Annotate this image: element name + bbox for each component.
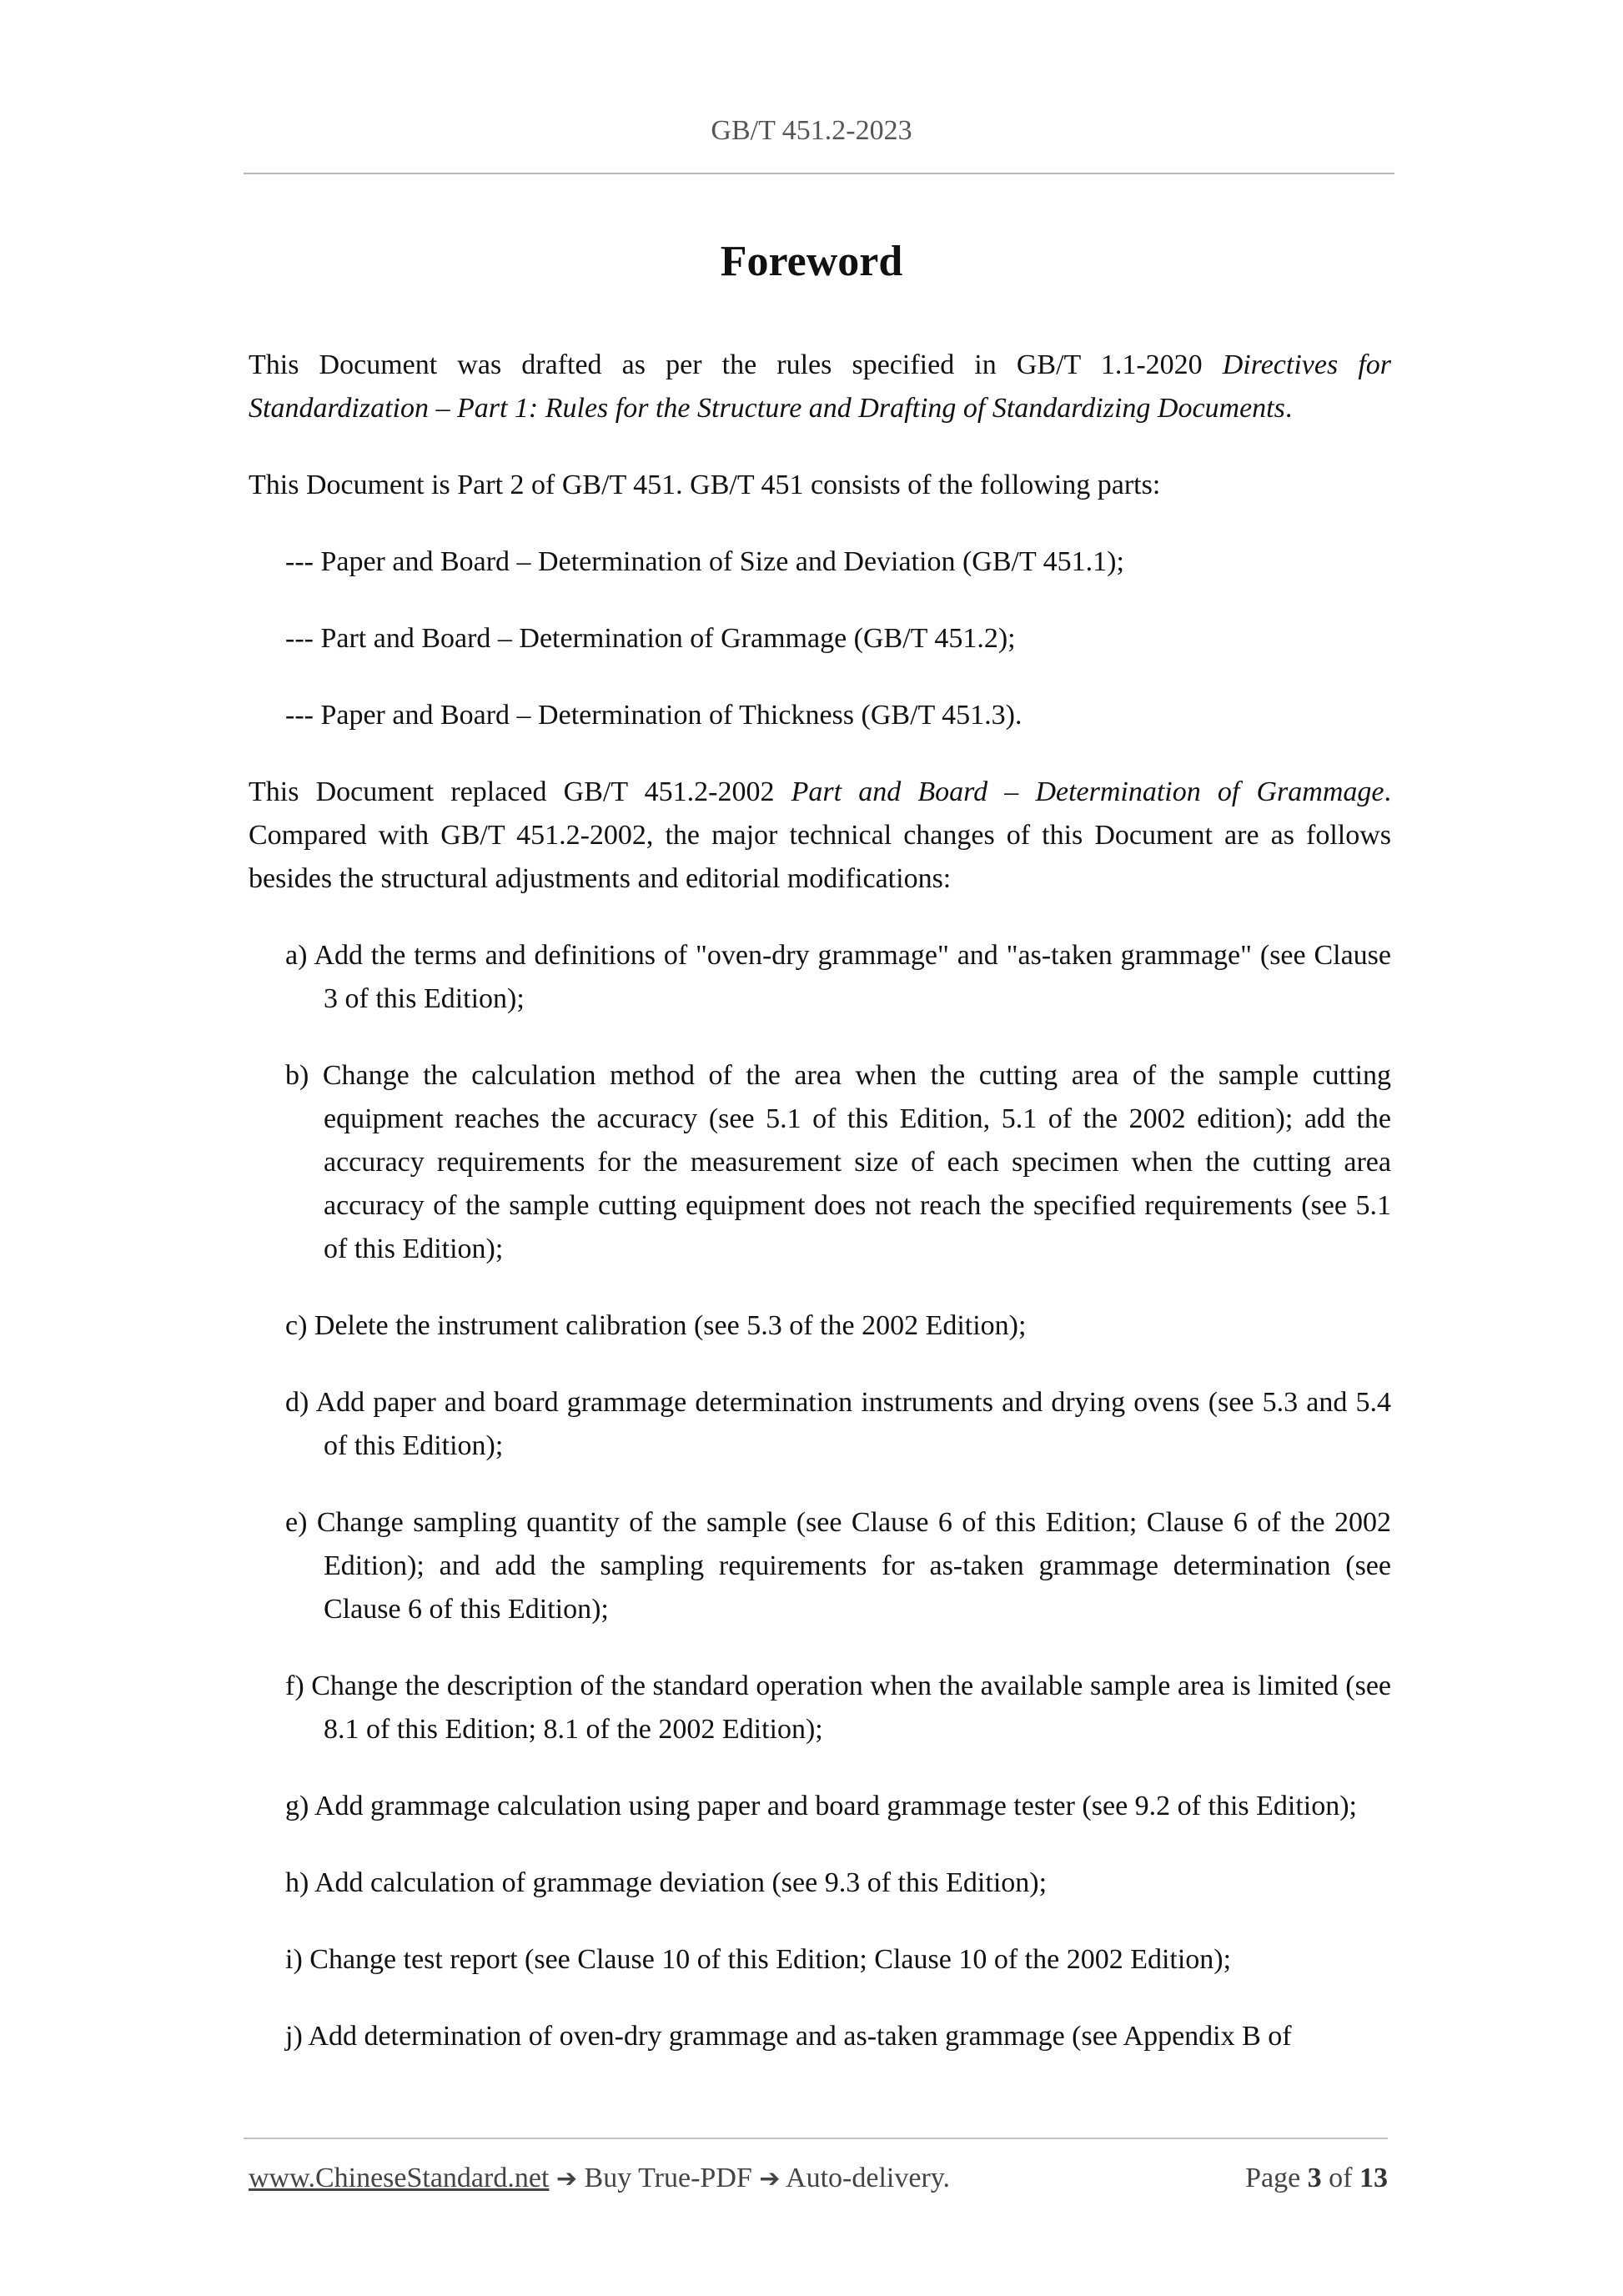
page-footer <box>249 2163 1388 2194</box>
change-item: h) Add calculation of grammage deviation (see 9.3 of this Edition); <box>285 1867 1048 1898</box>
change-item: j) Add determination of oven-dry grammage and as-taken grammage (see Appendix B of <box>285 2021 1292 2052</box>
part-statement: This Document is Part 2 of GB/T 451. GB/T 451 consists of the following parts: <box>249 470 1161 500</box>
intro-paragraph: This Document was drafted as per the rules specified in GB/T 1.1-2020 Directives for Standardization – Part 1: Rules for the Structure and Drafting of Standardizing Documents. <box>249 349 1391 424</box>
page-total: 13 <box>1359 2163 1388 2193</box>
replaced-citation: Part and Board – Determination of Grammage <box>791 776 1384 807</box>
change-item: g) Add grammage calculation using paper and board grammage tester (see 9.2 of this Edition); <box>285 1791 1357 1821</box>
running-header: GB/T 451.2-2023 <box>711 115 912 146</box>
part-item: --- Part and Board – Determination of Grammage (GB/T 451.2); <box>285 623 1016 654</box>
change-item: f) Change the description of the standard operation when the available sample area is limited (see 8.1 of this Edition; 8.1 of the 2002 Edition); <box>285 1671 1391 1745</box>
change-item: d) Add paper and board grammage determination instruments and drying ovens (see 5.3 and 5.4 of this Edition); <box>285 1387 1391 1461</box>
arrow-right-icon: ➔ <box>759 2164 781 2193</box>
change-item: b) Change the calculation method of the area when the cutting area of the sample cutting equipment reaches the accuracy (see 5.1 of this Edition, 5.1 of the 2002 edition); add the accuracy requirements for the measurement size of each specimen when the cutting area accuracy of the sample cutting equipment does not reach the specified requirements (see 5.1 of this Edition); <box>285 1060 1391 1264</box>
header-divider <box>244 173 1394 174</box>
document-body <box>249 344 1391 2058</box>
part-item: --- Paper and Board – Determination of Size and Deviation (GB/T 451.1); <box>285 546 1124 577</box>
change-item: i) Change test report (see Clause 10 of this Edition; Clause 10 of the 2002 Edition); <box>285 1944 1232 1975</box>
footer-divider <box>244 2138 1388 2139</box>
buy-pdf-text: Buy True-PDF <box>584 2163 752 2193</box>
change-item: a) Add the terms and definitions of "oven-dry grammage" and "as-taken grammage" (see Clause 3 of this Edition); <box>285 940 1391 1014</box>
intro-citation: Directives for Standardization – Part 1: Rules for the Structure and Drafting of Standardizing Documents <box>249 349 1391 424</box>
footer-promo <box>249 2163 950 2194</box>
replacement-paragraph: This Document replaced GB/T 451.2-2002 Part and Board – Determination of Grammage. Compared with GB/T 451.2-2002, the major technical changes of this Document are as follows besides the structural adjustments and editorial modifications: <box>249 776 1391 894</box>
change-item: e) Change sampling quantity of the sample (see Clause 6 of this Edition; Clause 6 of the 2002 Edition); and add the sampling requirements for as-taken grammage determination (see Clause 6 of this Edition); <box>285 1507 1391 1625</box>
part-item: --- Paper and Board – Determination of Thickness (GB/T 451.3). <box>285 700 1023 731</box>
section-heading: Foreword <box>720 238 903 285</box>
arrow-right-icon: ➔ <box>555 2164 578 2193</box>
page-number: 3 <box>1307 2163 1322 2193</box>
delivery-text: Auto-delivery. <box>786 2163 951 2193</box>
site-link[interactable]: www.ChineseStandard.net <box>249 2163 550 2193</box>
change-item: c) Delete the instrument calibration (see 5.3 of the 2002 Edition); <box>285 1310 1027 1341</box>
page-indicator: Page 3 of 13 <box>1245 2163 1388 2193</box>
